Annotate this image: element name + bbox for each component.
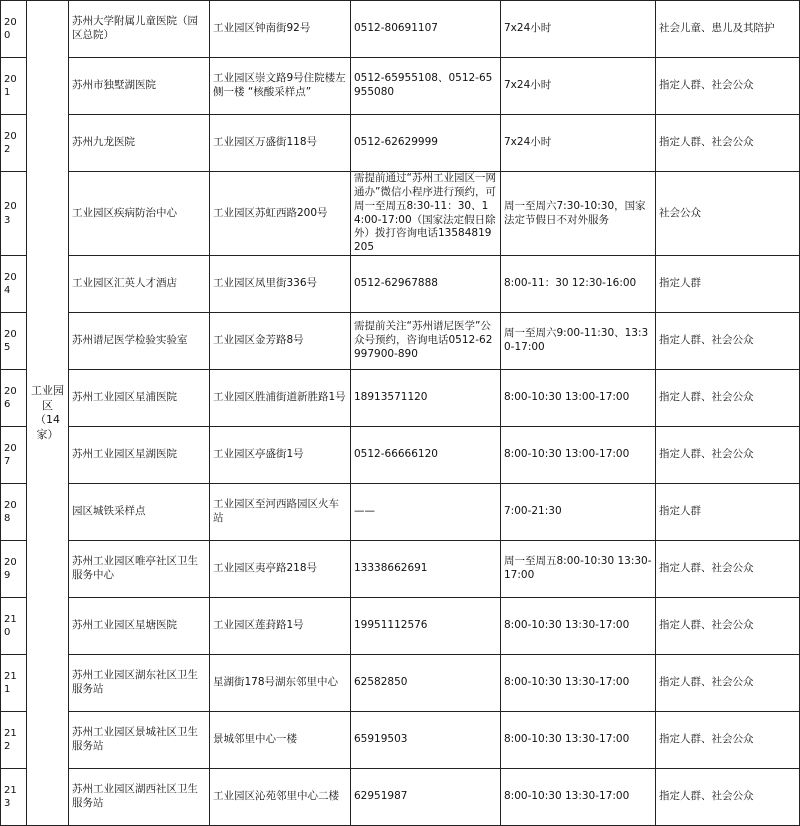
row-number-cell: 205 xyxy=(1,313,27,370)
target-group-cell: 指定人群、社会公众 xyxy=(656,712,800,769)
table-row xyxy=(1,172,800,256)
table-row xyxy=(1,712,800,769)
address-cell: 工业园区沁苑邻里中心二楼 xyxy=(210,769,351,826)
contact-cell: 需提前通过“苏州工业园区一网通办”微信小程序进行预约，可周一至周五8:30-11：30、14:00-17:00（国家法定假日除外）拨打咨询电话13584819205 xyxy=(351,172,501,256)
site-name-cell: 苏州工业园区星浦医院 xyxy=(69,370,210,427)
target-group-cell: 指定人群、社会公众 xyxy=(656,769,800,826)
target-group-cell: 指定人群 xyxy=(656,484,800,541)
target-group-cell: 社会公众 xyxy=(656,172,800,256)
contact-cell: 0512-66666120 xyxy=(351,427,501,484)
table-row xyxy=(1,484,800,541)
contact-cell: 0512-65955108、0512-65955080 xyxy=(351,58,501,115)
row-number-cell: 213 xyxy=(1,769,27,826)
hours-cell: 8:00-11：30 12:30-16:00 xyxy=(501,256,656,313)
table-row xyxy=(1,598,800,655)
row-number-cell: 200 xyxy=(1,1,27,58)
table-row xyxy=(1,1,800,58)
row-number-cell: 209 xyxy=(1,541,27,598)
target-group-cell: 指定人群、社会公众 xyxy=(656,598,800,655)
address-cell: 工业园区钟南街92号 xyxy=(210,1,351,58)
site-name-cell: 苏州工业园区湖东社区卫生服务站 xyxy=(69,655,210,712)
address-cell: 工业园区胜浦街道新胜路1号 xyxy=(210,370,351,427)
district-cell xyxy=(27,1,69,826)
row-number-cell: 206 xyxy=(1,370,27,427)
address-cell: 工业园区苏虹西路200号 xyxy=(210,172,351,256)
contact-cell: 62951987 xyxy=(351,769,501,826)
site-name-cell: 苏州工业园区景城社区卫生服务站 xyxy=(69,712,210,769)
row-number-cell: 204 xyxy=(1,256,27,313)
row-number-cell: 201 xyxy=(1,58,27,115)
target-group-cell: 指定人群、社会公众 xyxy=(656,655,800,712)
contact-cell: —— xyxy=(351,484,501,541)
district-name: 工业园区 xyxy=(31,384,64,412)
address-cell: 工业园区莲葑路1号 xyxy=(210,598,351,655)
table-row xyxy=(1,58,800,115)
table-row xyxy=(1,655,800,712)
address-cell: 工业园区崇文路9号住院楼左侧一楼 “核酸采样点” xyxy=(210,58,351,115)
hours-cell: 周一至周五8:00-10:30 13:30-17:00 xyxy=(501,541,656,598)
contact-cell: 0512-62629999 xyxy=(351,115,501,172)
target-group-cell: 指定人群、社会公众 xyxy=(656,115,800,172)
contact-cell: 65919503 xyxy=(351,712,501,769)
row-number-cell: 212 xyxy=(1,712,27,769)
table-row xyxy=(1,313,800,370)
target-group-cell: 社会儿童、患儿及其陪护 xyxy=(656,1,800,58)
contact-cell: 13338662691 xyxy=(351,541,501,598)
contact-cell: 18913571120 xyxy=(351,370,501,427)
target-group-cell: 指定人群、社会公众 xyxy=(656,427,800,484)
district-count: （14家） xyxy=(35,413,60,441)
site-name-cell: 园区城铁采样点 xyxy=(69,484,210,541)
target-group-cell: 指定人群 xyxy=(656,256,800,313)
contact-cell: 需提前关注“苏州谱尼医学”公众号预约，咨询电话0512-62997900-890 xyxy=(351,313,501,370)
target-group-cell: 指定人群、社会公众 xyxy=(656,541,800,598)
hours-cell: 8:00-10:30 13:00-17:00 xyxy=(501,427,656,484)
row-number-cell: 203 xyxy=(1,172,27,256)
contact-cell: 62582850 xyxy=(351,655,501,712)
address-cell: 工业园区至河西路园区火车站 xyxy=(210,484,351,541)
address-cell: 工业园区亭盛街1号 xyxy=(210,427,351,484)
table-row xyxy=(1,427,800,484)
site-name-cell: 苏州市独墅湖医院 xyxy=(69,58,210,115)
site-name-cell: 工业园区汇英人才酒店 xyxy=(69,256,210,313)
address-cell: 工业园区凤里街336号 xyxy=(210,256,351,313)
site-name-cell: 苏州九龙医院 xyxy=(69,115,210,172)
site-name-cell: 工业园区疾病防治中心 xyxy=(69,172,210,256)
target-group-cell: 指定人群、社会公众 xyxy=(656,313,800,370)
contact-cell: 19951112576 xyxy=(351,598,501,655)
site-name-cell: 苏州工业园区湖西社区卫生服务站 xyxy=(69,769,210,826)
hours-cell: 7x24小时 xyxy=(501,1,656,58)
hours-cell: 8:00-10:30 13:30-17:00 xyxy=(501,712,656,769)
contact-cell: 0512-62967888 xyxy=(351,256,501,313)
hours-cell: 7:00-21:30 xyxy=(501,484,656,541)
hours-cell: 7x24小时 xyxy=(501,115,656,172)
target-group-cell: 指定人群、社会公众 xyxy=(656,58,800,115)
hours-cell: 8:00-10:30 13:30-17:00 xyxy=(501,769,656,826)
hours-cell: 周一至周六7:30-10:30，国家法定节假日不对外服务 xyxy=(501,172,656,256)
site-name-cell: 苏州工业园区星湖医院 xyxy=(69,427,210,484)
address-cell: 景城邻里中心一楼 xyxy=(210,712,351,769)
table-row xyxy=(1,256,800,313)
contact-cell: 0512-80691107 xyxy=(351,1,501,58)
row-number-cell: 208 xyxy=(1,484,27,541)
target-group-cell: 指定人群、社会公众 xyxy=(656,370,800,427)
hours-cell: 8:00-10:30 13:30-17:00 xyxy=(501,655,656,712)
table-body xyxy=(1,1,800,826)
site-name-cell: 苏州工业园区星塘医院 xyxy=(69,598,210,655)
hours-cell: 7x24小时 xyxy=(501,58,656,115)
address-cell: 工业园区夷亭路218号 xyxy=(210,541,351,598)
hours-cell: 周一至周六9:00-11:30、13:30-17:00 xyxy=(501,313,656,370)
table-row xyxy=(1,769,800,826)
row-number-cell: 210 xyxy=(1,598,27,655)
row-number-cell: 202 xyxy=(1,115,27,172)
table-row xyxy=(1,370,800,427)
table-row xyxy=(1,541,800,598)
row-number-cell: 211 xyxy=(1,655,27,712)
site-name-cell: 苏州工业园区唯亭社区卫生服务中心 xyxy=(69,541,210,598)
hours-cell: 8:00-10:30 13:00-17:00 xyxy=(501,370,656,427)
table-row xyxy=(1,115,800,172)
site-name-cell: 苏州大学附属儿童医院（园区总院） xyxy=(69,1,210,58)
site-name-cell: 苏州谱尼医学检验实验室 xyxy=(69,313,210,370)
hours-cell: 8:00-10:30 13:30-17:00 xyxy=(501,598,656,655)
row-number-cell: 207 xyxy=(1,427,27,484)
address-cell: 工业园区金芳路8号 xyxy=(210,313,351,370)
address-cell: 星湖街178号湖东邻里中心 xyxy=(210,655,351,712)
address-cell: 工业园区万盛街118号 xyxy=(210,115,351,172)
